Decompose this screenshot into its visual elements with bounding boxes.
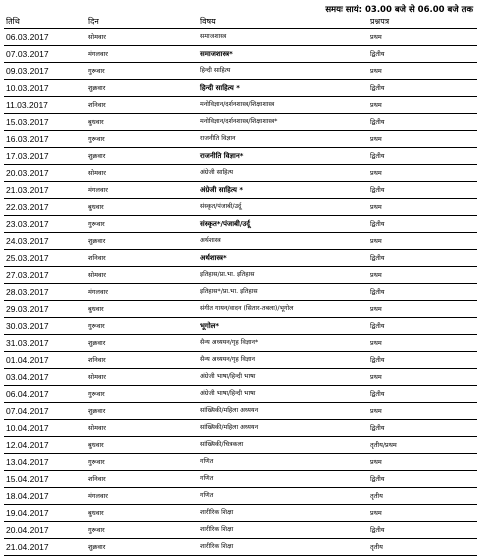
table-row <box>4 471 477 488</box>
paper-cell: तृतीय <box>368 488 477 505</box>
date-cell: 17.03.2017 <box>4 148 86 165</box>
date-cell: 09.03.2017 <box>4 63 86 80</box>
table-row <box>4 80 477 97</box>
date-cell: 07.04.2017 <box>4 403 86 420</box>
day-cell: गुरूवार <box>86 216 198 233</box>
table-row <box>4 165 477 182</box>
subject-cell: संगीत गायन/वादन (सितार-तबला)/भूगोल <box>198 301 368 318</box>
table-row <box>4 216 477 233</box>
paper-cell: द्वितीय <box>368 420 477 437</box>
day-cell: मंगलवार <box>86 182 198 199</box>
paper-cell: प्रथम <box>368 131 477 148</box>
paper-cell: द्वितीय <box>368 46 477 63</box>
paper-cell: द्वितीय <box>368 284 477 301</box>
table-row <box>4 539 477 556</box>
table-row <box>4 369 477 386</box>
subject-cell: मनोविज्ञान/दर्शनशास्त्र/शिक्षाशास्त्र* <box>198 114 368 131</box>
date-cell: 15.04.2017 <box>4 471 86 488</box>
exam-time-label: समयः सायं: 03.00 बजे से 06.00 बजे तक <box>325 5 473 15</box>
subject-cell: शारीरिक शिक्षा <box>198 539 368 556</box>
paper-cell: प्रथम <box>368 505 477 522</box>
day-cell: बुधवार <box>86 301 198 318</box>
table-body <box>4 29 477 556</box>
date-cell: 23.03.2017 <box>4 216 86 233</box>
day-cell: मंगलवार <box>86 46 198 63</box>
paper-cell: द्वितीय <box>368 318 477 335</box>
day-cell: शुक्रवार <box>86 80 198 97</box>
day-cell: शुक्रवार <box>86 539 198 556</box>
paper-cell: प्रथम <box>368 233 477 250</box>
column-header-paper: प्रश्नपत्र <box>368 16 477 29</box>
day-cell: सोमवार <box>86 369 198 386</box>
date-cell: 28.03.2017 <box>4 284 86 301</box>
subject-cell: राजनीति विज्ञान <box>198 131 368 148</box>
subject-cell: मनोविज्ञान/दर्शनशास्त्र/शिक्षाशास्त्र <box>198 97 368 114</box>
column-header-date: तिथि <box>4 16 86 29</box>
subject-cell: गणित <box>198 488 368 505</box>
table-row <box>4 131 477 148</box>
subject-cell: अर्थशास्त्र* <box>198 250 368 267</box>
date-cell: 21.04.2017 <box>4 539 86 556</box>
header-row <box>4 16 477 29</box>
table-row <box>4 46 477 63</box>
day-cell: शनिवार <box>86 471 198 488</box>
day-cell: शनिवार <box>86 352 198 369</box>
paper-cell: प्रथम <box>368 29 477 46</box>
day-cell: सोमवार <box>86 165 198 182</box>
date-cell: 29.03.2017 <box>4 301 86 318</box>
date-cell: 10.04.2017 <box>4 420 86 437</box>
day-cell: गुरूवार <box>86 131 198 148</box>
paper-cell: द्वितीय <box>368 148 477 165</box>
paper-cell: द्वितीय <box>368 386 477 403</box>
paper-cell: प्रथम <box>368 97 477 114</box>
date-cell: 16.03.2017 <box>4 131 86 148</box>
table-row <box>4 505 477 522</box>
exam-schedule-table <box>4 16 477 556</box>
subject-cell: समाजशास्त्र <box>198 29 368 46</box>
paper-cell: प्रथम <box>368 454 477 471</box>
table-row <box>4 284 477 301</box>
paper-cell: द्वितीय <box>368 182 477 199</box>
paper-cell: प्रथम <box>368 403 477 420</box>
date-cell: 31.03.2017 <box>4 335 86 352</box>
table-row <box>4 437 477 454</box>
day-cell: शुक्रवार <box>86 403 198 420</box>
paper-cell: तृतीय/प्रथम <box>368 437 477 454</box>
day-cell: शुक्रवार <box>86 335 198 352</box>
day-cell: शनिवार <box>86 250 198 267</box>
table-row <box>4 335 477 352</box>
date-cell: 18.04.2017 <box>4 488 86 505</box>
paper-cell: प्रथम <box>368 301 477 318</box>
day-cell: सोमवार <box>86 267 198 284</box>
date-cell: 22.03.2017 <box>4 199 86 216</box>
subject-cell: समाजशास्त्र* <box>198 46 368 63</box>
date-cell: 19.04.2017 <box>4 505 86 522</box>
subject-cell: सैन्य अध्ययन/गृह विज्ञान <box>198 352 368 369</box>
table-row <box>4 403 477 420</box>
day-cell: मंगलवार <box>86 488 198 505</box>
subject-cell: संस्कृत/पंजाबी/उर्दू <box>198 199 368 216</box>
paper-cell: प्रथम <box>368 63 477 80</box>
date-cell: 10.03.2017 <box>4 80 86 97</box>
table-row <box>4 386 477 403</box>
subject-cell: गणित <box>198 454 368 471</box>
date-cell: 07.03.2017 <box>4 46 86 63</box>
subject-cell: राजनीति विज्ञान* <box>198 148 368 165</box>
table-row <box>4 182 477 199</box>
date-cell: 03.04.2017 <box>4 369 86 386</box>
paper-cell: प्रथम <box>368 267 477 284</box>
subject-cell: शारीरिक शिक्षा <box>198 522 368 539</box>
date-cell: 20.03.2017 <box>4 165 86 182</box>
date-cell: 11.03.2017 <box>4 97 86 114</box>
table-row <box>4 488 477 505</box>
subject-cell: सांख्यिकी/चित्रकला <box>198 437 368 454</box>
subject-cell: शारीरिक शिक्षा <box>198 505 368 522</box>
table-row <box>4 267 477 284</box>
paper-cell: द्वितीय <box>368 471 477 488</box>
day-cell: सोमवार <box>86 420 198 437</box>
subject-cell: अर्थशास्त्र <box>198 233 368 250</box>
day-cell: बुधवार <box>86 114 198 131</box>
table-row <box>4 420 477 437</box>
paper-cell: द्वितीय <box>368 522 477 539</box>
day-cell: बुधवार <box>86 199 198 216</box>
table-row <box>4 318 477 335</box>
day-cell: बुधवार <box>86 437 198 454</box>
paper-cell: प्रथम <box>368 335 477 352</box>
subject-cell: भूगोल* <box>198 318 368 335</box>
date-cell: 06.04.2017 <box>4 386 86 403</box>
day-cell: गुरूवार <box>86 454 198 471</box>
subject-cell: अंग्रेजी भाषा/हिन्दी भाषा <box>198 369 368 386</box>
date-cell: 25.03.2017 <box>4 250 86 267</box>
subject-cell: सांख्यिकी/महिला अध्ययन <box>198 420 368 437</box>
paper-cell: प्रथम <box>368 369 477 386</box>
table-row <box>4 233 477 250</box>
day-cell: शनिवार <box>86 97 198 114</box>
day-cell: बुधवार <box>86 505 198 522</box>
table-row <box>4 63 477 80</box>
day-cell: शुक्रवार <box>86 148 198 165</box>
table-row <box>4 29 477 46</box>
day-cell: गुरूवार <box>86 386 198 403</box>
subject-cell: गणित <box>198 471 368 488</box>
paper-cell: प्रथम <box>368 165 477 182</box>
paper-cell: द्वितीय <box>368 352 477 369</box>
date-cell: 12.04.2017 <box>4 437 86 454</box>
table-header <box>4 16 477 29</box>
subject-cell: अंग्रेजी साहित्य * <box>198 182 368 199</box>
paper-cell: द्वितीय <box>368 250 477 267</box>
day-cell: गुरूवार <box>86 318 198 335</box>
subject-cell: हिन्दी साहित्य * <box>198 80 368 97</box>
date-cell: 24.03.2017 <box>4 233 86 250</box>
table-row <box>4 250 477 267</box>
paper-cell: द्वितीय <box>368 80 477 97</box>
table-row <box>4 352 477 369</box>
date-cell: 30.03.2017 <box>4 318 86 335</box>
subject-cell: संस्कृत*/पंजाबी/उर्दू <box>198 216 368 233</box>
table-row <box>4 148 477 165</box>
table-row <box>4 97 477 114</box>
paper-cell: द्वितीय <box>368 216 477 233</box>
day-cell: गुरूवार <box>86 63 198 80</box>
date-cell: 21.03.2017 <box>4 182 86 199</box>
table-row <box>4 114 477 131</box>
column-header-day: दिन <box>86 16 198 29</box>
paper-cell: द्वितीय <box>368 114 477 131</box>
paper-cell: प्रथम <box>368 199 477 216</box>
column-header-subject: विषय <box>198 16 368 29</box>
date-cell: 01.04.2017 <box>4 352 86 369</box>
day-cell: गुरूवार <box>86 522 198 539</box>
date-cell: 27.03.2017 <box>4 267 86 284</box>
subject-cell: हिन्दी साहित्य <box>198 63 368 80</box>
date-cell: 06.03.2017 <box>4 29 86 46</box>
paper-cell: तृतीय <box>368 539 477 556</box>
subject-cell: अंग्रेजी भाषा/हिन्दी भाषा <box>198 386 368 403</box>
day-cell: मंगलवार <box>86 284 198 301</box>
table-row <box>4 199 477 216</box>
subject-cell: इतिहास*/प्रा.भा. इतिहास <box>198 284 368 301</box>
table-row <box>4 454 477 471</box>
date-cell: 20.04.2017 <box>4 522 86 539</box>
table-row <box>4 301 477 318</box>
day-cell: शुक्रवार <box>86 233 198 250</box>
date-cell: 15.03.2017 <box>4 114 86 131</box>
subject-cell: इतिहास/प्रा.भा. इतिहास <box>198 267 368 284</box>
date-cell: 13.04.2017 <box>4 454 86 471</box>
table-row <box>4 522 477 539</box>
subject-cell: अंग्रेजी साहित्य <box>198 165 368 182</box>
day-cell: सोमवार <box>86 29 198 46</box>
subject-cell: सैन्य अध्ययन/गृह विज्ञान* <box>198 335 368 352</box>
subject-cell: सांख्यिकी/महिला अध्ययन <box>198 403 368 420</box>
